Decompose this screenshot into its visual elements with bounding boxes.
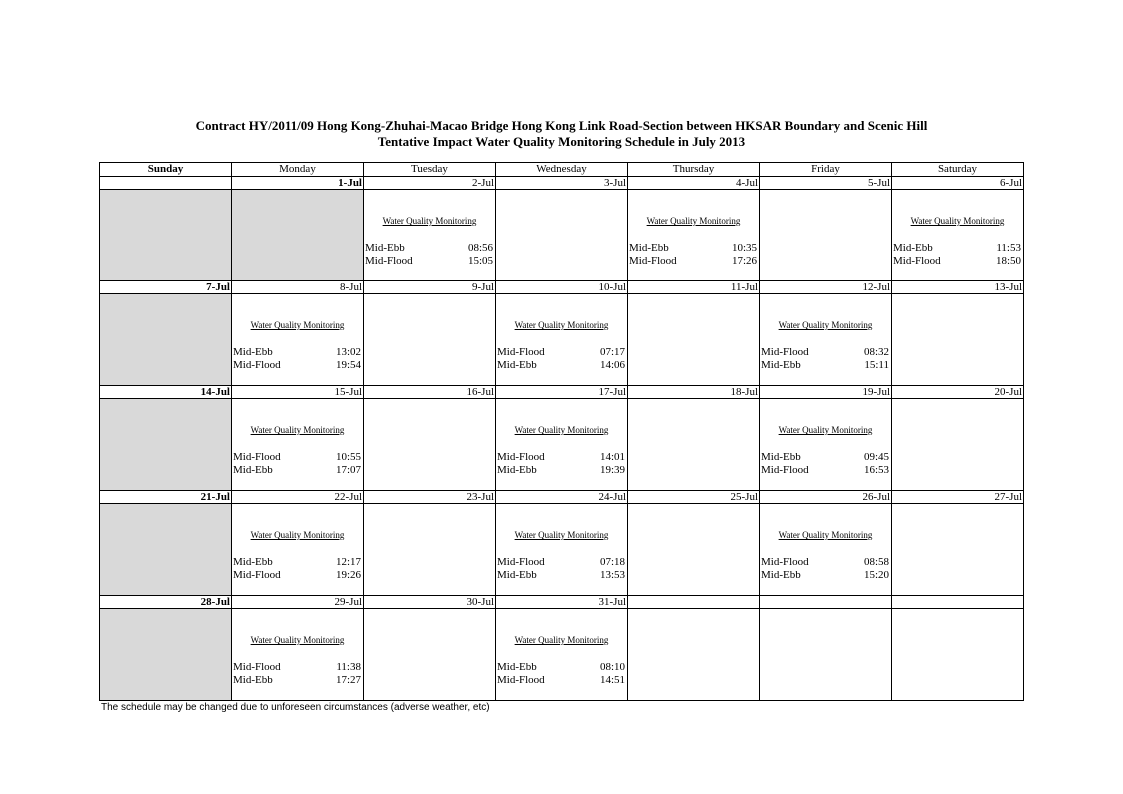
document-title: Contract HY/2011/09 Hong Kong-Zhuhai-Macao Bridge Hong Kong Link Road-Section between HKSAR Boundary and Scenic Hill bbox=[195, 118, 928, 133]
tide-session bbox=[893, 242, 1021, 255]
tide-session bbox=[497, 569, 625, 582]
tide-phase: Mid-Flood bbox=[893, 255, 941, 267]
monitoring-label: Water Quality Monitoring bbox=[250, 320, 345, 330]
date-label: 18-Jul bbox=[628, 386, 760, 399]
tide-time: 07:17 bbox=[599, 346, 625, 358]
date-label: 4-Jul bbox=[628, 177, 760, 190]
tide-phase: Mid-Ebb bbox=[233, 346, 273, 358]
tide-time: 14:01 bbox=[599, 451, 625, 463]
monitoring-label: Water Quality Monitoring bbox=[514, 425, 609, 435]
tide-time: 12:17 bbox=[335, 556, 361, 568]
tide-time: 11:53 bbox=[996, 242, 1021, 254]
tide-session bbox=[629, 255, 757, 268]
tide-phase: Mid-Flood bbox=[365, 255, 413, 267]
date-label: 12-Jul bbox=[760, 281, 892, 294]
day-header-thursday: Thursday bbox=[628, 163, 760, 177]
tide-time: 08:32 bbox=[863, 346, 889, 358]
tide-time: 10:55 bbox=[335, 451, 361, 463]
tide-phase: Mid-Flood bbox=[497, 451, 545, 463]
date-label: 23-Jul bbox=[364, 491, 496, 504]
calendar-day-cell bbox=[232, 294, 364, 386]
calendar-day-cell bbox=[760, 190, 892, 281]
tide-session bbox=[497, 359, 625, 372]
monitoring-label: Water Quality Monitoring bbox=[250, 530, 345, 540]
tide-time: 10:35 bbox=[731, 242, 757, 254]
tide-phase: Mid-Flood bbox=[233, 451, 281, 463]
calendar-day-cell bbox=[232, 609, 364, 701]
calendar-day-cell bbox=[760, 294, 892, 386]
date-label: 21-Jul bbox=[100, 491, 232, 504]
tide-time: 19:54 bbox=[335, 359, 361, 371]
day-header-monday: Monday bbox=[232, 163, 364, 177]
footnote: The schedule may be changed due to unforeseen circumstances (adverse weather, etc) bbox=[101, 702, 490, 713]
date-label: 25-Jul bbox=[628, 491, 760, 504]
date-label: 5-Jul bbox=[760, 177, 892, 190]
tide-phase: Mid-Flood bbox=[233, 661, 281, 673]
date-label: 2-Jul bbox=[364, 177, 496, 190]
tide-session bbox=[497, 556, 625, 569]
day-header-friday: Friday bbox=[760, 163, 892, 177]
date-label: 31-Jul bbox=[496, 596, 628, 609]
calendar-day-cell bbox=[628, 504, 760, 596]
calendar-day-cell bbox=[892, 190, 1024, 281]
calendar-day-cell bbox=[892, 294, 1024, 386]
calendar-day-cell bbox=[232, 504, 364, 596]
tide-session bbox=[233, 556, 361, 569]
monitoring-label: Water Quality Monitoring bbox=[778, 320, 873, 330]
monitoring-label: Water Quality Monitoring bbox=[250, 425, 345, 435]
tide-time: 09:45 bbox=[863, 451, 889, 463]
tide-time: 15:05 bbox=[467, 255, 493, 267]
calendar-day-cell bbox=[364, 294, 496, 386]
tide-session bbox=[233, 674, 361, 687]
day-header-wednesday: Wednesday bbox=[496, 163, 628, 177]
tide-time: 17:27 bbox=[335, 674, 361, 686]
date-label: 11-Jul bbox=[628, 281, 760, 294]
calendar-day-cell bbox=[232, 190, 364, 281]
date-label: 20-Jul bbox=[892, 386, 1024, 399]
date-label: 1-Jul bbox=[232, 177, 364, 190]
calendar-day-cell bbox=[100, 399, 232, 491]
tide-session bbox=[761, 464, 889, 477]
tide-phase: Mid-Flood bbox=[629, 255, 677, 267]
tide-time: 11:38 bbox=[336, 661, 361, 673]
monitoring-label: Water Quality Monitoring bbox=[646, 216, 741, 226]
tide-phase: Mid-Flood bbox=[233, 569, 281, 581]
tide-time: 19:39 bbox=[599, 464, 625, 476]
tide-phase: Mid-Flood bbox=[497, 674, 545, 686]
calendar-day-cell bbox=[364, 190, 496, 281]
date-label: 7-Jul bbox=[100, 281, 232, 294]
monitoring-label: Water Quality Monitoring bbox=[382, 216, 477, 226]
tide-phase: Mid-Ebb bbox=[629, 242, 669, 254]
tide-time: 08:56 bbox=[467, 242, 493, 254]
date-label bbox=[892, 596, 1024, 609]
date-label: 29-Jul bbox=[232, 596, 364, 609]
monitoring-label: Water Quality Monitoring bbox=[910, 216, 1005, 226]
tide-phase: Mid-Ebb bbox=[233, 674, 273, 686]
calendar-day-cell bbox=[760, 504, 892, 596]
tide-phase: Mid-Flood bbox=[761, 464, 809, 476]
tide-time: 13:53 bbox=[599, 569, 625, 581]
tide-phase: Mid-Ebb bbox=[497, 569, 537, 581]
tide-session bbox=[497, 464, 625, 477]
tide-phase: Mid-Ebb bbox=[233, 464, 273, 476]
calendar-day-cell bbox=[364, 609, 496, 701]
calendar-day-cell bbox=[496, 190, 628, 281]
tide-time: 08:58 bbox=[863, 556, 889, 568]
calendar-day-cell bbox=[892, 609, 1024, 701]
day-header-sunday: Sunday bbox=[100, 163, 232, 177]
tide-session bbox=[233, 346, 361, 359]
tide-session bbox=[761, 346, 889, 359]
tide-session bbox=[629, 242, 757, 255]
tide-time: 15:20 bbox=[863, 569, 889, 581]
date-label: 15-Jul bbox=[232, 386, 364, 399]
calendar-day-cell bbox=[496, 399, 628, 491]
calendar-day-cell bbox=[496, 609, 628, 701]
date-label: 27-Jul bbox=[892, 491, 1024, 504]
tide-time: 17:26 bbox=[731, 255, 757, 267]
tide-session bbox=[497, 451, 625, 464]
tide-phase: Mid-Ebb bbox=[761, 569, 801, 581]
tide-phase: Mid-Flood bbox=[761, 346, 809, 358]
date-label: 22-Jul bbox=[232, 491, 364, 504]
date-label bbox=[760, 596, 892, 609]
tide-session bbox=[233, 451, 361, 464]
tide-session bbox=[233, 569, 361, 582]
tide-session bbox=[233, 661, 361, 674]
tide-session bbox=[761, 569, 889, 582]
calendar-day-cell bbox=[364, 504, 496, 596]
tide-time: 13:02 bbox=[335, 346, 361, 358]
date-label: 3-Jul bbox=[496, 177, 628, 190]
calendar-day-cell bbox=[100, 190, 232, 281]
calendar-day-cell bbox=[100, 504, 232, 596]
tide-session bbox=[893, 255, 1021, 268]
tide-session bbox=[761, 451, 889, 464]
tide-phase: Mid-Flood bbox=[233, 359, 281, 371]
date-label: 26-Jul bbox=[760, 491, 892, 504]
tide-phase: Mid-Ebb bbox=[497, 359, 537, 371]
calendar-day-cell bbox=[364, 399, 496, 491]
date-label bbox=[628, 596, 760, 609]
calendar-table bbox=[99, 162, 1024, 701]
date-label: 30-Jul bbox=[364, 596, 496, 609]
tide-time: 14:06 bbox=[599, 359, 625, 371]
tide-phase: Mid-Ebb bbox=[497, 464, 537, 476]
monitoring-label: Water Quality Monitoring bbox=[514, 530, 609, 540]
tide-phase: Mid-Ebb bbox=[233, 556, 273, 568]
calendar-day-cell bbox=[232, 399, 364, 491]
calendar-day-cell bbox=[496, 504, 628, 596]
document-subtitle: Tentative Impact Water Quality Monitoring Schedule in July 2013 bbox=[377, 134, 746, 149]
tide-session bbox=[761, 359, 889, 372]
tide-time: 18:50 bbox=[995, 255, 1021, 267]
tide-time: 17:07 bbox=[335, 464, 361, 476]
tide-time: 08:10 bbox=[599, 661, 625, 673]
monitoring-label: Water Quality Monitoring bbox=[250, 635, 345, 645]
tide-session bbox=[233, 464, 361, 477]
tide-session bbox=[497, 674, 625, 687]
tide-time: 19:26 bbox=[335, 569, 361, 581]
monitoring-label: Water Quality Monitoring bbox=[514, 635, 609, 645]
monitoring-label: Water Quality Monitoring bbox=[514, 320, 609, 330]
date-label: 16-Jul bbox=[364, 386, 496, 399]
tide-time: 07:18 bbox=[599, 556, 625, 568]
tide-session bbox=[233, 359, 361, 372]
calendar-day-cell bbox=[628, 190, 760, 281]
tide-session bbox=[365, 255, 493, 268]
tide-time: 15:11 bbox=[864, 359, 889, 371]
date-label: 19-Jul bbox=[760, 386, 892, 399]
tide-phase: Mid-Flood bbox=[497, 346, 545, 358]
tide-phase: Mid-Ebb bbox=[893, 242, 933, 254]
monitoring-label: Water Quality Monitoring bbox=[778, 530, 873, 540]
tide-time: 14:51 bbox=[599, 674, 625, 686]
calendar-day-cell bbox=[496, 294, 628, 386]
tide-time: 16:53 bbox=[863, 464, 889, 476]
date-label: 17-Jul bbox=[496, 386, 628, 399]
calendar-day-cell bbox=[100, 294, 232, 386]
tide-phase: Mid-Ebb bbox=[365, 242, 405, 254]
date-label: 10-Jul bbox=[496, 281, 628, 294]
tide-phase: Mid-Ebb bbox=[497, 661, 537, 673]
tide-phase: Mid-Ebb bbox=[761, 451, 801, 463]
calendar-day-cell bbox=[628, 294, 760, 386]
calendar-day-cell bbox=[760, 609, 892, 701]
date-label: 14-Jul bbox=[100, 386, 232, 399]
tide-session bbox=[497, 661, 625, 674]
tide-session bbox=[497, 346, 625, 359]
date-label: 24-Jul bbox=[496, 491, 628, 504]
date-label: 28-Jul bbox=[100, 596, 232, 609]
tide-phase: Mid-Flood bbox=[497, 556, 545, 568]
calendar-day-cell bbox=[760, 399, 892, 491]
calendar-day-cell bbox=[628, 399, 760, 491]
calendar-day-cell bbox=[100, 609, 232, 701]
day-header-saturday: Saturday bbox=[892, 163, 1024, 177]
tide-phase: Mid-Ebb bbox=[761, 359, 801, 371]
date-label: 13-Jul bbox=[892, 281, 1024, 294]
day-header-tuesday: Tuesday bbox=[364, 163, 496, 177]
date-label: 6-Jul bbox=[892, 177, 1024, 190]
tide-session bbox=[761, 556, 889, 569]
calendar-day-cell bbox=[892, 399, 1024, 491]
calendar-day-cell bbox=[628, 609, 760, 701]
date-label: 8-Jul bbox=[232, 281, 364, 294]
date-label bbox=[100, 177, 232, 190]
date-label: 9-Jul bbox=[364, 281, 496, 294]
tide-phase: Mid-Flood bbox=[761, 556, 809, 568]
tide-session bbox=[365, 242, 493, 255]
calendar-day-cell bbox=[892, 504, 1024, 596]
monitoring-label: Water Quality Monitoring bbox=[778, 425, 873, 435]
